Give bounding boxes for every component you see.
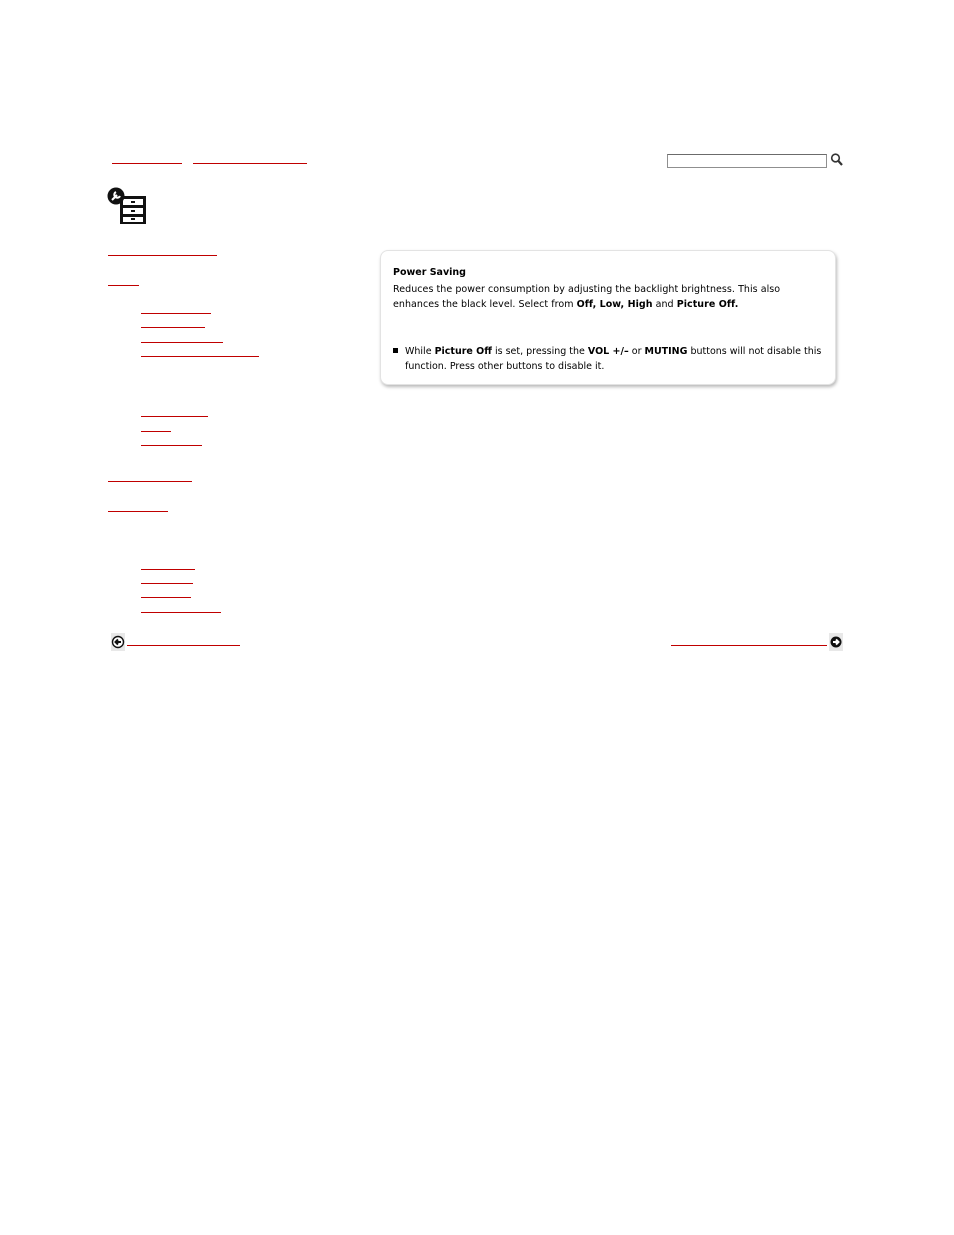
nav-link-2[interactable] [108,285,139,286]
nav-link-1[interactable] [108,255,217,256]
nav-sublink-11[interactable] [141,612,221,613]
breadcrumb-link-1[interactable] [112,163,182,164]
setting-description: Reduces the power consumption by adjusting the backlight brightness. This also enhances the black level. Select from Off, Low, High and Picture Off. [393,284,781,310]
nav-sublink-8[interactable] [141,569,195,570]
nav-sublink-1[interactable] [141,313,211,314]
forward-button[interactable] [829,633,843,651]
next-page-link[interactable] [671,645,827,646]
search-icon [830,152,844,168]
setting-note: While Picture Off is set, pressing the VOL +/– or MUTING buttons will not disable this function. Press other buttons to disable it. [405,346,822,372]
note-bullet [393,348,398,353]
nav-sublink-7[interactable] [141,445,202,446]
breadcrumb-link-2[interactable] [193,163,307,164]
back-arrow-icon [111,633,125,651]
back-button[interactable] [111,633,125,651]
nav-link-3[interactable] [108,481,192,482]
nav-sublink-6[interactable] [141,431,171,432]
nav-sublink-3[interactable] [141,342,223,343]
setting-description-panel [380,250,836,385]
option-picture-off: Picture Off [676,299,735,310]
nav-sublink-2[interactable] [141,327,205,328]
forward-arrow-icon [829,633,843,651]
option-off: Off [576,299,593,310]
search-button[interactable] [830,152,844,168]
settings-cabinet-icon [107,187,149,227]
nav-sublink-5[interactable] [141,416,208,417]
option-high: High [627,299,653,310]
option-low: Low [599,299,621,310]
search-input[interactable] [667,154,827,168]
nav-sublink-10[interactable] [141,597,191,598]
nav-link-4[interactable] [108,511,168,512]
nav-sublink-9[interactable] [141,583,193,584]
nav-sublink-4[interactable] [141,356,259,357]
previous-page-link[interactable] [127,645,240,646]
setting-title: Power Saving [393,267,466,278]
